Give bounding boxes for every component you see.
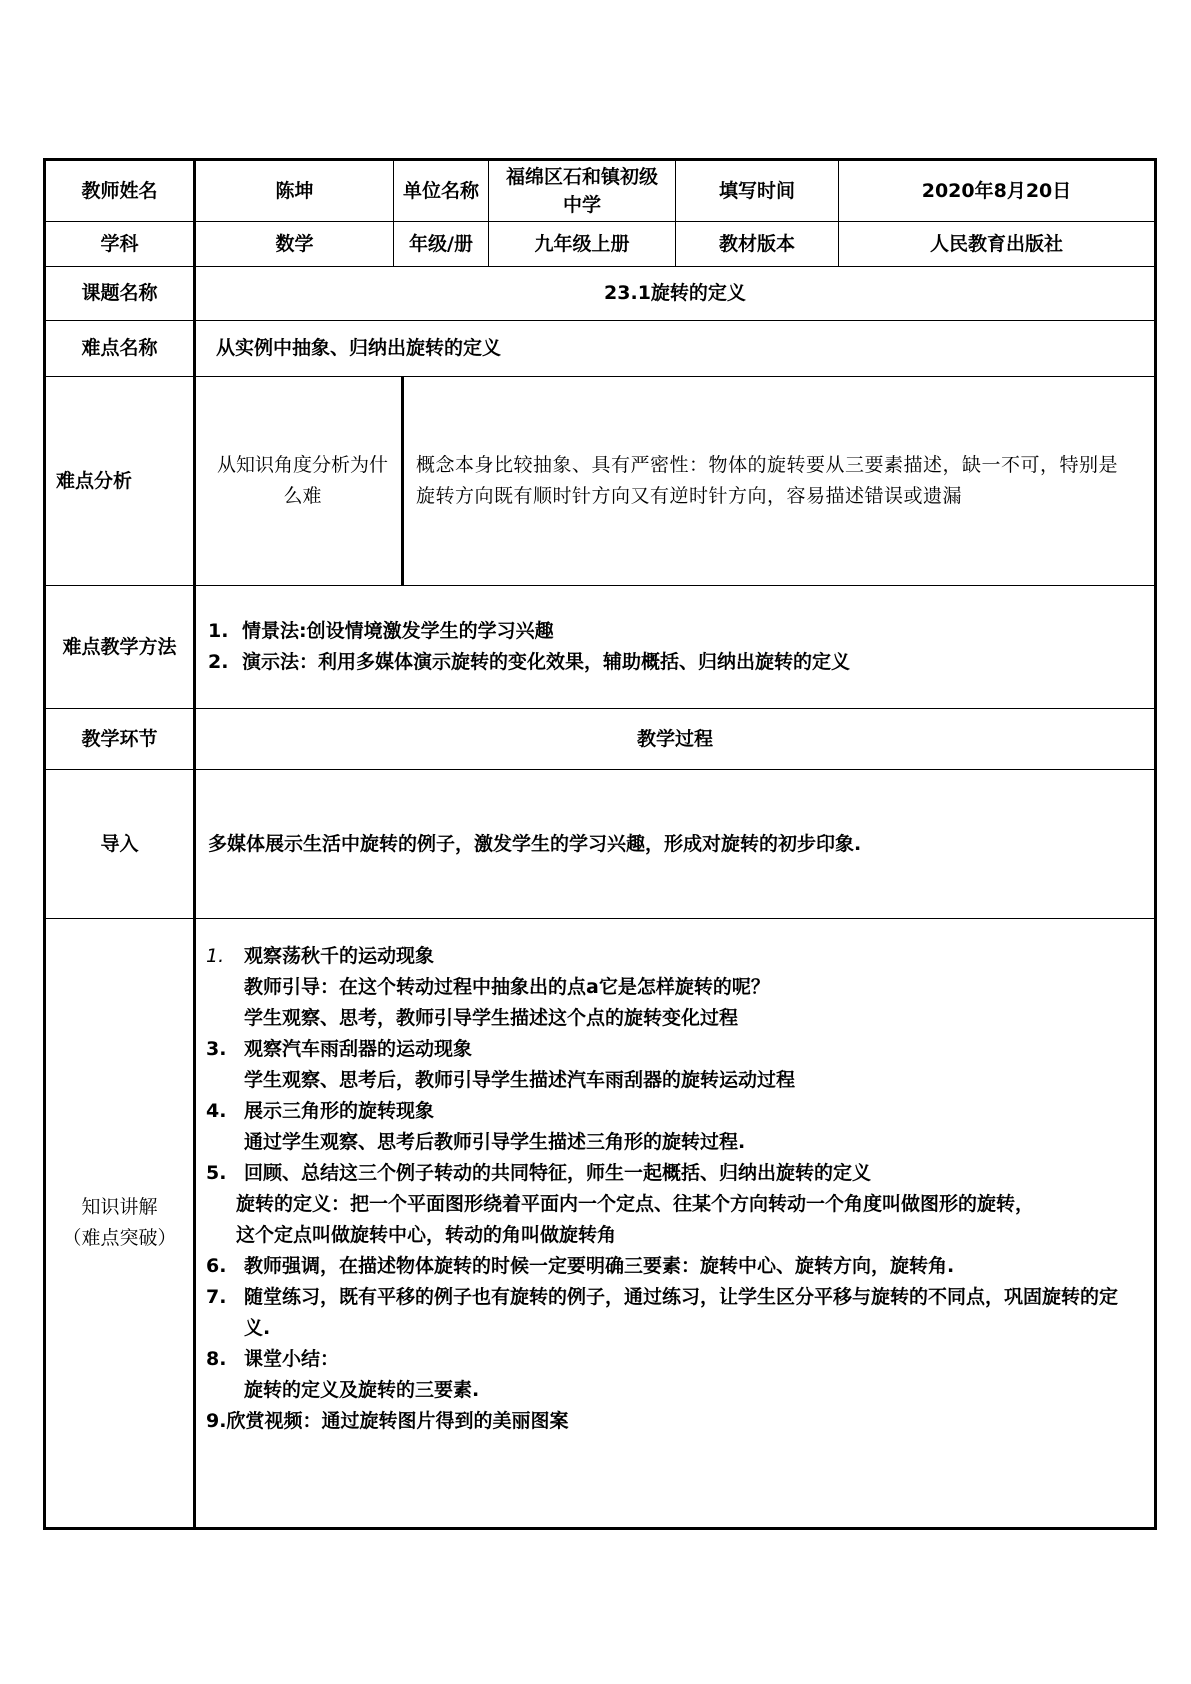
difficulty-value: 从实例中抽象、归纳出旋转的定义 [195, 321, 1156, 377]
header-row-2 [45, 222, 1156, 267]
grade-value: 九年级上册 [489, 222, 676, 267]
step-detail: 学生观察、思考，教师引导学生描述这个点的旋转变化过程 [244, 1007, 739, 1029]
rotation-definition: 旋转的定义：把一个平面图形绕着平面内一个定点、往某个方向转动一个角度叫做图形的旋转， [236, 1193, 1035, 1215]
knowledge-step [206, 1282, 1144, 1344]
knowledge-step [206, 1096, 1144, 1127]
knowledge-step [206, 941, 1144, 972]
knowledge-step [206, 1158, 1144, 1189]
analysis-label: 难点分析 [45, 377, 195, 586]
analysis-row [45, 377, 1156, 586]
method-number: 1. [208, 620, 229, 642]
knowledge-step [206, 1034, 1144, 1065]
intro-label: 导入 [45, 770, 195, 919]
step-title: 随堂练习，既有平移的例子也有旋转的例子，通过练习，让学生区分平移与旋转的不同点，巩固旋转的定义. [244, 1286, 1119, 1339]
analysis-cell [195, 377, 1156, 586]
methods-row [45, 586, 1156, 709]
process-stage-label: 教学环节 [45, 709, 195, 770]
step-title: 教师强调，在描述物体旋转的时候一定要明确三要素：旋转中心、旋转方向，旋转角. [244, 1255, 955, 1277]
step-number: 8. [206, 1348, 227, 1370]
method-text: 演示法：利用多媒体演示旋转的变化效果，辅助概括、归纳出旋转的定义 [242, 651, 851, 673]
rotation-definition-cont: 这个定点叫做旋转中心，转动的角叫做旋转角 [236, 1224, 617, 1246]
step-detail: 教师引导：在这个转动过程中抽象出的点a它是怎样旋转的呢？ [244, 976, 770, 998]
topic-value: 23.1旋转的定义 [195, 267, 1156, 321]
method-item [208, 616, 1146, 647]
step-title: 观察汽车雨刮器的运动现象 [244, 1038, 473, 1060]
topic-label: 课题名称 [45, 267, 195, 321]
date-value: 2020年8月20日 [839, 160, 1156, 222]
step-detail: 学生观察、思考后，教师引导学生描述汽车雨刮器的旋转运动过程 [244, 1069, 796, 1091]
methods-list [195, 586, 1156, 709]
difficulty-label: 难点名称 [45, 321, 195, 377]
lesson-plan-table [43, 158, 1157, 1530]
teacher-label: 教师姓名 [45, 160, 195, 222]
method-item [208, 647, 1146, 678]
analysis-text: 概念本身比较抽象、具有严密性：物体的旋转要从三要素描述，缺一不可，特别是旋转方向既有顺时针方向又有逆时针方向，容易描述错误或遗漏 [416, 454, 1119, 507]
methods-label: 难点教学方法 [45, 586, 195, 709]
knowledge-step-video: 9.欣赏视频：通过旋转图片得到的美丽图案 [206, 1410, 569, 1432]
process-label: 教学过程 [195, 709, 1156, 770]
method-number: 2. [208, 651, 229, 673]
knowledge-label-line2: （难点突破） [62, 1227, 177, 1249]
unit-value: 福绵区石和镇初级中学 [489, 160, 676, 222]
teacher-value: 陈坤 [195, 160, 394, 222]
step-title: 展示三角形的旋转现象 [244, 1100, 435, 1122]
process-header-row [45, 709, 1156, 770]
method-text: 情景法:创设情境激发学生的学习兴趣 [242, 620, 554, 642]
step-number: 5. [206, 1162, 227, 1184]
step-title: 观察荡秋千的运动现象 [244, 945, 435, 967]
knowledge-step [206, 1344, 1144, 1375]
step-number: 6. [206, 1255, 227, 1277]
knowledge-content [195, 919, 1156, 1529]
step-number: 7. [206, 1286, 227, 1308]
step-number: 4. [206, 1100, 227, 1122]
grade-label: 年级/册 [394, 222, 489, 267]
intro-text: 多媒体展示生活中旋转的例子，激发学生的学习兴趣，形成对旋转的初步印象. [195, 770, 1156, 919]
step-title: 回顾、总结这三个例子转动的共同特征，师生一起概括、归纳出旋转的定义 [244, 1162, 872, 1184]
knowledge-row [45, 919, 1156, 1529]
difficulty-row [45, 321, 1156, 377]
analysis-sub-label: 从知识角度分析为什么难 [204, 377, 404, 585]
step-detail: 旋转的定义及旋转的三要素. [244, 1379, 480, 1401]
subject-value: 数学 [195, 222, 394, 267]
date-label: 填写时间 [676, 160, 839, 222]
step-number: 3. [206, 1038, 227, 1060]
header-row-1 [45, 160, 1156, 222]
knowledge-label [45, 919, 195, 1529]
intro-row [45, 770, 1156, 919]
edition-label: 教材版本 [676, 222, 839, 267]
subject-label: 学科 [45, 222, 195, 267]
knowledge-step [206, 1251, 1144, 1282]
step-number: 1. [206, 945, 225, 967]
topic-row [45, 267, 1156, 321]
edition-value: 人民教育出版社 [839, 222, 1156, 267]
knowledge-label-line1: 知识讲解 [81, 1196, 158, 1218]
step-title: 课堂小结： [244, 1348, 340, 1370]
step-detail: 通过学生观察、思考后教师引导学生描述三角形的旋转过程. [244, 1131, 746, 1153]
unit-label: 单位名称 [394, 160, 489, 222]
